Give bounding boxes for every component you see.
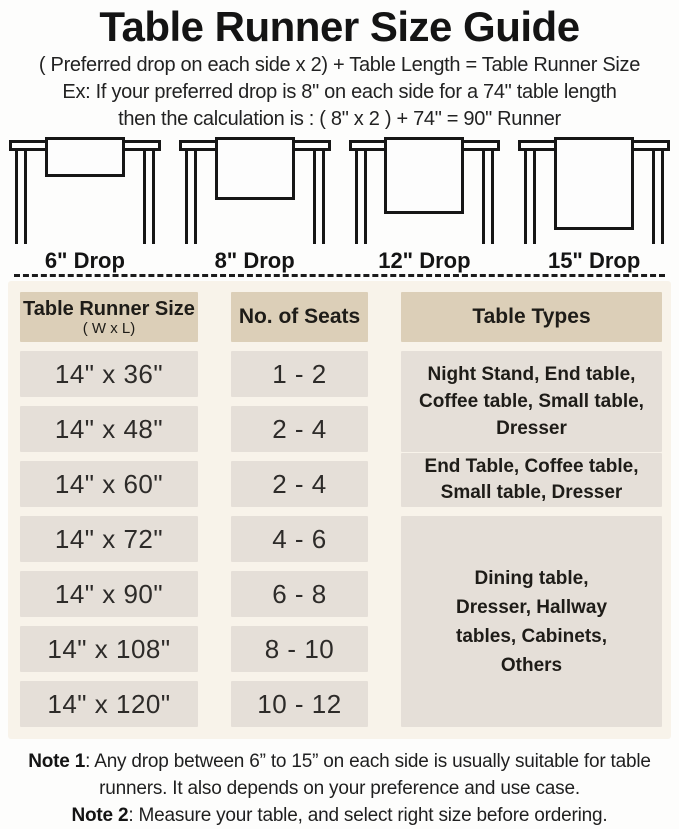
size-cell: 14" x 36" — [20, 351, 198, 397]
size-cell: 14" x 90" — [20, 571, 198, 617]
table-leg-left — [185, 149, 197, 244]
drop-illustrations — [0, 136, 679, 274]
seats-cell: 10 - 12 — [231, 681, 368, 727]
size-cell: 14" x 72" — [20, 516, 198, 562]
note-1 — [4, 748, 676, 802]
table-leg-left — [15, 149, 27, 244]
size-cell: 14" x 60" — [20, 461, 198, 507]
runner-graphic — [45, 137, 125, 177]
table-leg-left — [355, 149, 367, 244]
table-leg-left — [524, 149, 536, 244]
note-1-text: : Any drop between 6” to 15” on each side is usually suitable for table runners. It also depends on your preference and use case. — [85, 751, 651, 799]
drop-label: 12" Drop — [378, 248, 471, 273]
seats-cell: 2 - 4 — [231, 461, 368, 507]
runner-graphic — [215, 137, 295, 200]
table-types-text: Night Stand, End table, Coffee table, Small table, Dresser — [419, 364, 644, 439]
note-2 — [4, 802, 676, 829]
drop-illustration-12 — [340, 136, 510, 274]
table-types-text: End Table, Coffee table, Small table, Dresser — [424, 456, 639, 503]
example-line-1: Ex: If your preferred drop is 8" on each side for a 74" table length — [62, 81, 617, 103]
table-drawing — [340, 136, 510, 246]
size-cell: 14" x 108" — [20, 626, 198, 672]
size-cell: 14" x 120" — [20, 681, 198, 727]
column-header-types: Table Types — [401, 292, 662, 342]
size-table — [8, 281, 671, 739]
seats-cell: 4 - 6 — [231, 516, 368, 562]
column-header-size — [20, 292, 198, 342]
runner-graphic — [384, 137, 464, 214]
seats-cell: 8 - 10 — [231, 626, 368, 672]
drop-label: 8" Drop — [214, 248, 295, 273]
table-types-cell — [401, 453, 662, 507]
column-header-size-subtitle: ( W x L) — [82, 319, 136, 337]
seats-cell: 6 - 8 — [231, 571, 368, 617]
runner-graphic — [554, 137, 634, 230]
table-leg-right — [313, 149, 325, 244]
example-line-2: then the calculation is : ( 8" x 2 ) + 74" = 90" Runner — [118, 108, 561, 130]
note-1-label: Note 1 — [28, 751, 86, 772]
page-title — [0, 0, 679, 52]
column-header-seats: No. of Seats — [231, 292, 368, 342]
table-leg-right — [482, 149, 494, 244]
dashed-divider — [14, 274, 665, 277]
note-2-label: Note 2 — [71, 805, 129, 826]
table-leg-right — [143, 149, 155, 244]
page-title-text: Table Runner Size Guide — [99, 3, 580, 50]
seats-cell: 1 - 2 — [231, 351, 368, 397]
table-types-cell — [401, 351, 662, 452]
drop-illustration-15 — [509, 136, 679, 274]
notes-section — [4, 748, 676, 829]
drop-label: 15" Drop — [547, 248, 641, 273]
size-cell: 14" x 48" — [20, 406, 198, 452]
table-types-cell — [401, 516, 662, 727]
table-leg-right — [652, 149, 664, 244]
drop-label: 6" Drop — [44, 248, 125, 273]
table-drawing — [170, 136, 340, 246]
drop-illustration-8 — [170, 136, 340, 274]
drop-illustration-6 — [0, 136, 170, 274]
table-types-text: Dining table, Dresser, Hallway tables, Cabinets, Others — [455, 567, 608, 676]
seats-cell: 2 - 4 — [231, 406, 368, 452]
note-2-text: : Measure your table, and select right size before ordering. — [128, 805, 608, 826]
column-header-size-title: Table Runner Size — [23, 297, 195, 320]
table-drawing — [509, 136, 679, 246]
table-drawing — [0, 136, 170, 246]
formula-text: ( Preferred drop on each side x 2) + Table Length = Table Runner Size — [38, 54, 641, 76]
